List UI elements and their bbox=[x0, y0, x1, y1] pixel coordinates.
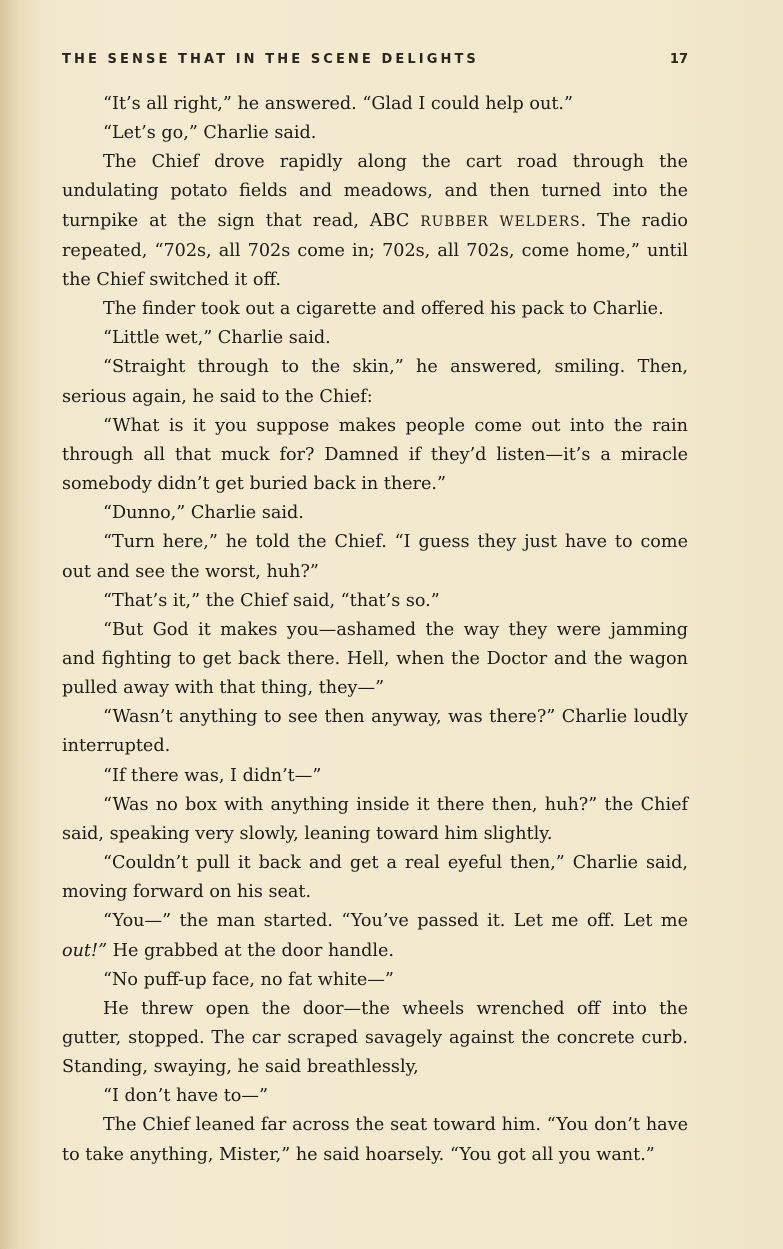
emphasis-text: out!” bbox=[62, 940, 108, 961]
paragraph: “Let’s go,” Charlie said. bbox=[103, 123, 317, 144]
paragraph: “Wasn’t anything to see then anyway, was there?” Charlie loudly interrupted. bbox=[62, 707, 688, 757]
paragraph bbox=[62, 907, 688, 965]
paragraph: The Chief leaned far across the seat toward him. “You don’t have to take anything, Mister,” he said hoarsely. “You got all you want.” bbox=[62, 1115, 688, 1165]
paragraph-text: He grabbed at the door handle. bbox=[112, 940, 395, 961]
paragraph: “What is it you suppose makes people come out into the rain through all that muck for? Damned if they’d listen—it’s a miracle somebody didn’t get buried back in there.” bbox=[62, 415, 688, 495]
paragraph-text: “You—” the man started. “You’ve passed it. Let me off. Let me bbox=[103, 911, 688, 932]
paragraph: “If there was, I didn’t—” bbox=[103, 765, 322, 786]
paragraph: “It’s all right,” he answered. “Glad I could help out.” bbox=[103, 94, 573, 114]
page-body bbox=[62, 90, 688, 1170]
paragraph: “Couldn’t pull it back and get a real eyeful then,” Charlie said, moving forward on his seat. bbox=[62, 853, 688, 903]
paragraph: “Was no box with anything inside it there then, huh?” the Chief said, speaking very slowly, leaning toward him slightly. bbox=[62, 794, 688, 844]
paragraph: “Little wet,” Charlie said. bbox=[103, 328, 331, 349]
paragraph: He threw open the door—the wheels wrenched off into the gutter, stopped. The car scraped savagely against the concrete curb. Standing, swaying, he said breathlessly, bbox=[62, 998, 688, 1078]
paragraph: “I don’t have to—” bbox=[103, 1086, 268, 1107]
paragraph: “No puff-up face, no fat white—” bbox=[103, 969, 394, 990]
paragraph-text: The Chief drove rapidly along the cart road through the undulating potato fields and meadows, and then turned into the turnpike at the sign that read, ABC bbox=[62, 152, 688, 231]
sign-text-small-caps: RUBBER WELDERS bbox=[420, 213, 581, 230]
running-head-title: THE SENSE THAT IN THE SCENE DELIGHTS bbox=[62, 52, 479, 67]
paragraph: “Straight through to the skin,” he answered, smiling. Then, serious again, he said to the Chief: bbox=[62, 357, 688, 407]
paragraph-text: . The radio repeated, “702s, all 702s come in; 702s, all 702s, come home,” until the Chief switched it off. bbox=[62, 210, 689, 290]
paragraph: The finder took out a cigarette and offered his pack to Charlie. bbox=[103, 299, 664, 320]
paragraph: “Dunno,” Charlie said. bbox=[103, 503, 304, 524]
paragraph bbox=[62, 148, 688, 295]
page-number: 17 bbox=[669, 52, 688, 67]
paragraph: “Turn here,” he told the Chief. “I guess they just have to come out and see the worst, huh?” bbox=[62, 532, 688, 582]
paragraph: “That’s it,” the Chief said, “that’s so.” bbox=[103, 590, 440, 611]
paragraph: “But God it makes you—ashamed the way they were jamming and fighting to get back there. Hell, when the Doctor and the wagon pulled away with that thing, they—” bbox=[62, 619, 688, 699]
running-header bbox=[62, 52, 688, 72]
